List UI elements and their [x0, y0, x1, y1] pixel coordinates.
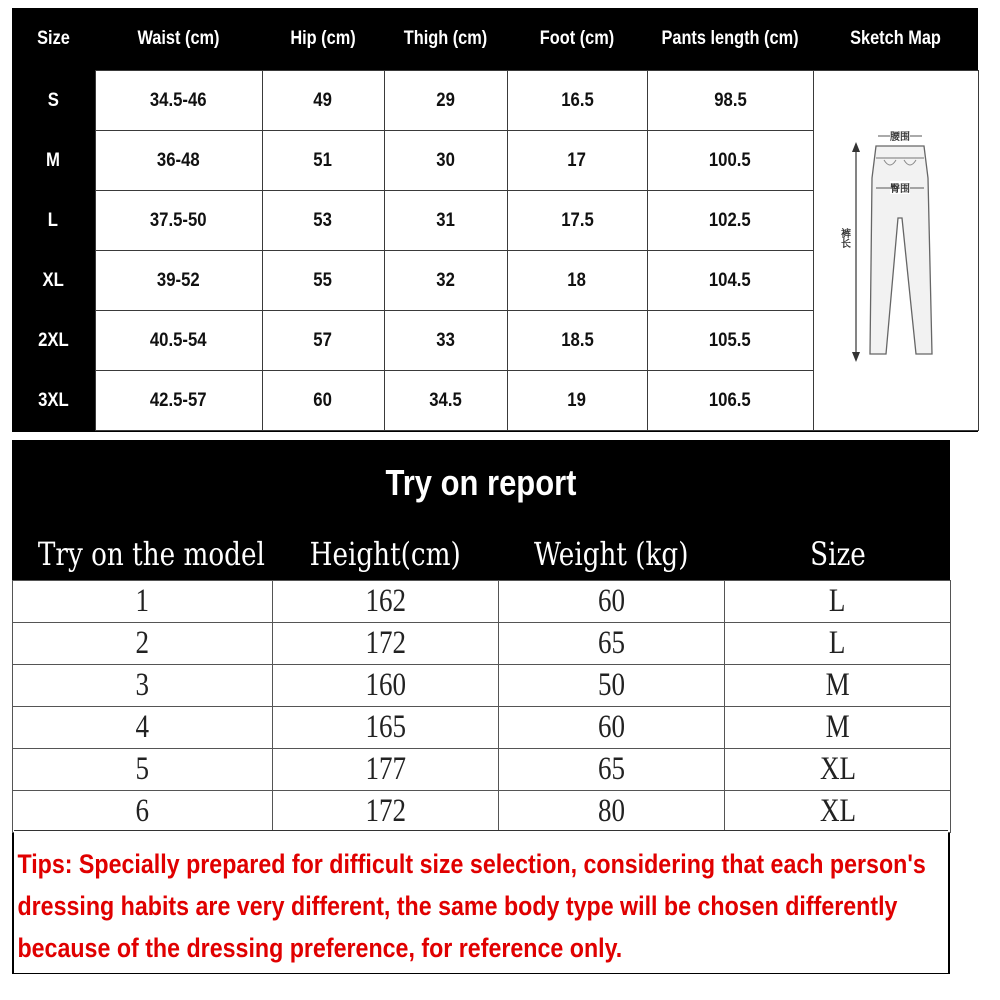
- waist-value: 42.5-57: [95, 371, 262, 431]
- sketch-map-cell: [813, 71, 978, 431]
- thigh-value: 32: [384, 251, 507, 311]
- report-title: Try on report: [385, 462, 577, 503]
- size-label: 3XL: [12, 371, 95, 431]
- waist-value: 40.5-54: [95, 311, 262, 371]
- weight-value: 60: [499, 581, 725, 623]
- size-label: L: [12, 191, 95, 251]
- height-value: 165: [273, 707, 499, 749]
- foot-value: 18.5: [507, 311, 647, 371]
- sketch-waist-label: 腰围: [889, 131, 910, 143]
- table-row: [13, 581, 951, 623]
- model-value: 6: [13, 791, 273, 833]
- hip-value: 60: [262, 371, 384, 431]
- pants-length-value: 98.5: [647, 71, 813, 131]
- col-header-weight: Weight (kg): [534, 535, 689, 573]
- height-value: 160: [273, 665, 499, 707]
- size-value: L: [725, 581, 951, 623]
- hip-value: 55: [262, 251, 384, 311]
- col-header-sketch-map: Sketch Map: [850, 28, 941, 49]
- foot-value: 18: [507, 251, 647, 311]
- foot-value: 16.5: [507, 71, 647, 131]
- model-value: 1: [13, 581, 273, 623]
- size-label: M: [12, 131, 95, 191]
- waist-value: 39-52: [95, 251, 262, 311]
- sketch-hip-label: 臀围: [889, 183, 910, 195]
- size-value: L: [725, 623, 951, 665]
- size-label: 2XL: [12, 311, 95, 371]
- pants-length-value: 106.5: [647, 371, 813, 431]
- size-value: M: [725, 665, 951, 707]
- tips-box: [14, 830, 948, 973]
- col-header-thigh: Thigh (cm): [403, 28, 488, 49]
- height-value: 172: [273, 623, 499, 665]
- model-value: 3: [13, 665, 273, 707]
- model-value: 4: [13, 707, 273, 749]
- weight-value: 80: [499, 791, 725, 833]
- size-value: M: [725, 707, 951, 749]
- model-value: 5: [13, 749, 273, 791]
- pants-length-value: 100.5: [647, 131, 813, 191]
- height-value: 177: [273, 749, 499, 791]
- table-row: [12, 71, 978, 131]
- size-label: S: [12, 71, 95, 131]
- waist-value: 37.5-50: [95, 191, 262, 251]
- waist-value: 34.5-46: [95, 71, 262, 131]
- col-header-model: Try on the model: [37, 535, 265, 573]
- size-label: XL: [12, 251, 95, 311]
- hip-value: 53: [262, 191, 384, 251]
- size-chart: [12, 8, 978, 432]
- report-table: [12, 528, 951, 833]
- pants-sketch-icon: [836, 118, 956, 378]
- thigh-value: 29: [384, 71, 507, 131]
- height-value: 172: [273, 791, 499, 833]
- table-row: [13, 623, 951, 665]
- try-on-report: [12, 440, 950, 974]
- tips-text: Tips: Specially prepared for difficult size selection, considering that each person's dressing habits are very different, the same body type will be chosen differently because of the dressing preference, for reference only.: [17, 849, 926, 963]
- report-table-header: [13, 528, 951, 581]
- size-table: [12, 8, 979, 431]
- thigh-value: 33: [384, 311, 507, 371]
- col-header-pants-length: Pants length (cm): [661, 28, 799, 49]
- hip-value: 51: [262, 131, 384, 191]
- size-value: XL: [725, 791, 951, 833]
- size-table-header: [12, 8, 978, 71]
- weight-value: 50: [499, 665, 725, 707]
- pants-length-value: 102.5: [647, 191, 813, 251]
- sketch-length-label: 裤长: [838, 227, 849, 248]
- table-row: [13, 707, 951, 749]
- weight-value: 65: [499, 623, 725, 665]
- col-header-height: Height(cm): [309, 535, 462, 573]
- foot-value: 17.5: [507, 191, 647, 251]
- height-value: 162: [273, 581, 499, 623]
- col-header-size: Size: [37, 28, 70, 50]
- weight-value: 60: [499, 707, 725, 749]
- col-header-waist: Waist (cm): [137, 28, 220, 49]
- col-header-hip: Hip (cm): [290, 28, 356, 49]
- thigh-value: 30: [384, 131, 507, 191]
- table-row: [13, 791, 951, 833]
- thigh-value: 34.5: [384, 371, 507, 431]
- thigh-value: 31: [384, 191, 507, 251]
- table-row: [13, 665, 951, 707]
- col-header-size: Size: [809, 535, 866, 573]
- pants-length-value: 104.5: [647, 251, 813, 311]
- weight-value: 65: [499, 749, 725, 791]
- size-value: XL: [725, 749, 951, 791]
- foot-value: 17: [507, 131, 647, 191]
- model-value: 2: [13, 623, 273, 665]
- hip-value: 49: [262, 71, 384, 131]
- hip-value: 57: [262, 311, 384, 371]
- foot-value: 19: [507, 371, 647, 431]
- pants-length-value: 105.5: [647, 311, 813, 371]
- waist-value: 36-48: [95, 131, 262, 191]
- table-row: [13, 749, 951, 791]
- col-header-foot: Foot (cm): [539, 28, 615, 49]
